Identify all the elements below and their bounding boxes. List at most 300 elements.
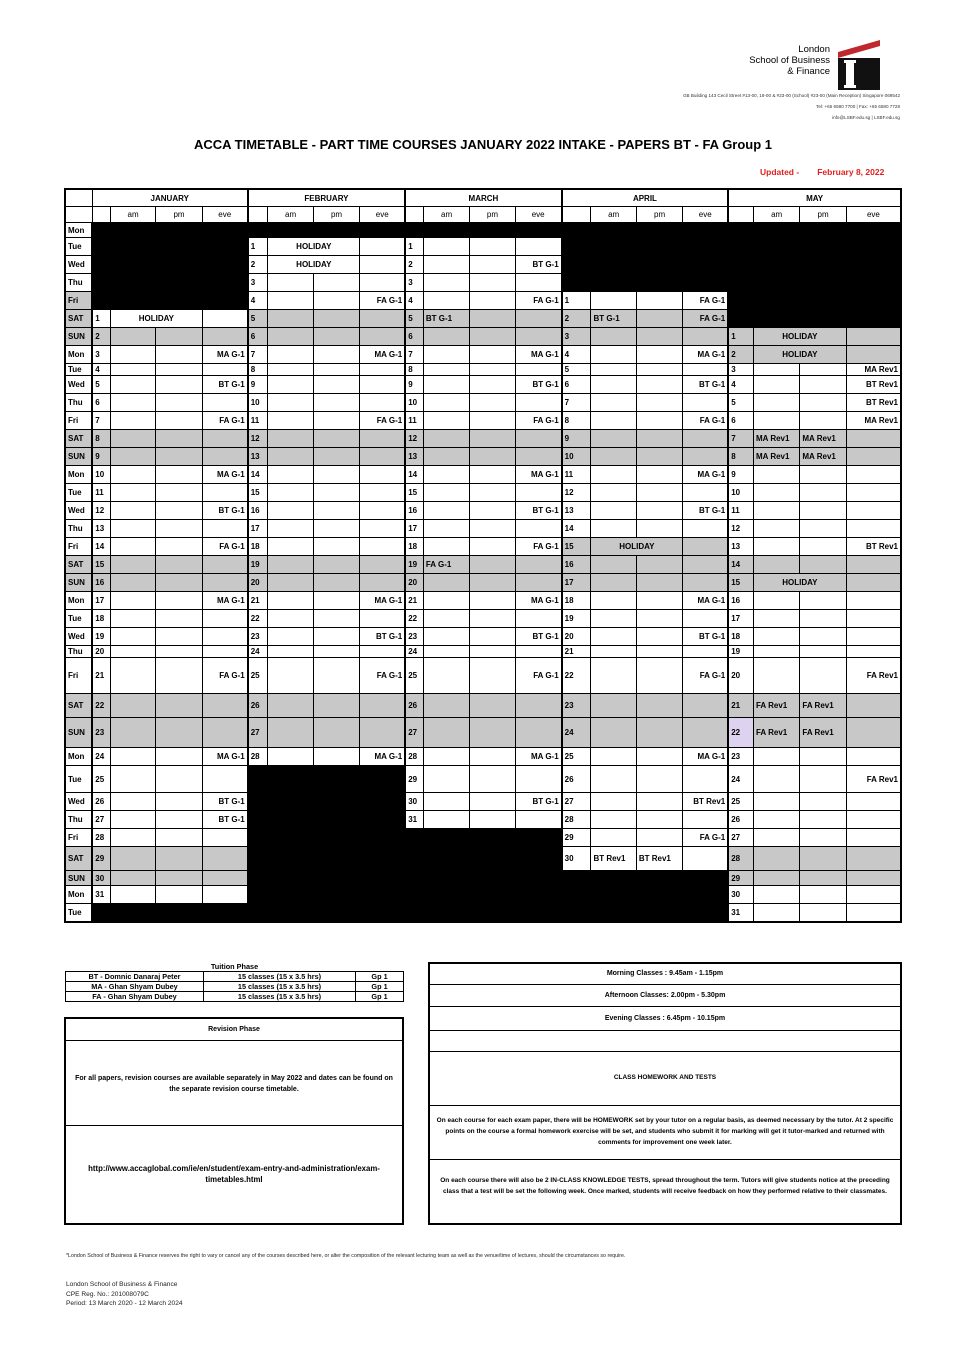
empty-cell — [515, 829, 561, 847]
empty-cell — [800, 610, 846, 628]
empty-cell — [360, 829, 405, 847]
empty-cell — [515, 364, 561, 376]
date-cell: 3 — [728, 364, 753, 376]
empty-cell — [470, 346, 515, 364]
session-cell: BT G-1 — [202, 376, 247, 394]
table-row — [65, 448, 901, 466]
empty-cell — [313, 484, 359, 502]
date-cell: 12 — [728, 520, 753, 538]
slot-header: am — [423, 207, 469, 223]
empty-cell — [753, 748, 799, 766]
date-cell: 24 — [562, 718, 591, 748]
tutor-name: MA - Ghan Shyam Dubey — [66, 982, 204, 992]
logo-text: London School of Business & Finance — [749, 44, 830, 77]
empty-cell — [800, 847, 846, 871]
date-cell: 13 — [562, 502, 591, 520]
empty-cell — [846, 592, 901, 610]
date-col-header — [728, 207, 753, 223]
class-count: 15 classes (15 x 3.5 hrs) — [204, 982, 356, 992]
empty-cell — [800, 658, 846, 694]
empty-cell — [202, 904, 247, 922]
table-row — [65, 292, 901, 310]
date-cell: 17 — [248, 520, 268, 538]
empty-cell — [423, 904, 469, 922]
empty-cell — [360, 223, 405, 238]
date-cell — [405, 223, 423, 238]
date-cell: 26 — [562, 766, 591, 793]
weekday-label: Thu — [65, 646, 92, 658]
empty-cell — [753, 592, 799, 610]
empty-cell — [360, 364, 405, 376]
date-cell — [405, 829, 423, 847]
session-cell: MA G-1 — [202, 592, 247, 610]
corner-cell — [65, 189, 92, 207]
date-cell — [248, 829, 268, 847]
empty-cell — [515, 610, 561, 628]
empty-cell — [636, 718, 682, 748]
date-cell: 10 — [728, 484, 753, 502]
empty-cell — [753, 829, 799, 847]
table-row — [65, 223, 901, 238]
empty-cell — [683, 256, 728, 274]
session-cell: BT Rev1 — [846, 538, 901, 556]
table-row — [65, 748, 901, 766]
date-cell: 23 — [92, 718, 110, 748]
empty-cell — [360, 502, 405, 520]
session-cell: FA Rev1 — [753, 718, 799, 748]
empty-cell — [110, 904, 155, 922]
empty-cell — [423, 430, 469, 448]
date-cell — [92, 904, 110, 922]
date-cell: 18 — [405, 538, 423, 556]
date-cell: 20 — [248, 574, 268, 592]
empty-cell — [268, 574, 313, 592]
empty-cell — [268, 328, 313, 346]
empty-cell — [515, 394, 561, 412]
date-cell: 23 — [248, 628, 268, 646]
slot-header: eve — [515, 207, 561, 223]
empty-cell — [846, 871, 901, 886]
empty-cell — [313, 466, 359, 484]
empty-cell — [313, 574, 359, 592]
empty-cell — [110, 346, 155, 364]
empty-cell — [268, 658, 313, 694]
date-cell: 2 — [728, 346, 753, 364]
date-cell: 7 — [248, 346, 268, 364]
weekday-label: SUN — [65, 328, 92, 346]
empty-cell — [156, 502, 202, 520]
date-cell — [562, 274, 591, 292]
date-cell: 30 — [728, 886, 753, 904]
date-cell: 14 — [728, 556, 753, 574]
session-cell: FA G-1 — [683, 829, 728, 847]
empty-cell — [591, 904, 636, 922]
empty-cell — [156, 658, 202, 694]
slot-header: pm — [470, 207, 515, 223]
empty-cell — [268, 448, 313, 466]
acca-timetable-link[interactable]: http://www.accaglobal.com/ie/en/student/exam-entry-and-administration/exam-timetables.html — [88, 1164, 380, 1184]
session-cell: MA Rev1 — [753, 430, 799, 448]
date-cell: 6 — [562, 376, 591, 394]
date-cell: 21 — [248, 592, 268, 610]
empty-cell — [515, 484, 561, 502]
tutor-name: BT - Domnic Danaraj Peter — [66, 972, 204, 982]
session-cell: MA G-1 — [683, 748, 728, 766]
empty-cell — [156, 394, 202, 412]
empty-cell — [753, 466, 799, 484]
empty-cell — [268, 346, 313, 364]
empty-cell — [683, 694, 728, 718]
session-cell: BT G-1 — [591, 310, 636, 328]
empty-cell — [591, 871, 636, 886]
empty-cell — [515, 904, 561, 922]
month-header: JANUARY — [92, 189, 247, 207]
empty-cell — [110, 718, 155, 748]
empty-cell — [423, 610, 469, 628]
classes-box — [428, 962, 902, 1225]
empty-cell — [156, 274, 202, 292]
empty-cell — [753, 484, 799, 502]
empty-cell — [636, 871, 682, 886]
weekday-label: Thu — [65, 520, 92, 538]
empty-cell — [423, 847, 469, 871]
empty-cell — [110, 574, 155, 592]
date-cell: 10 — [405, 394, 423, 412]
empty-cell — [360, 238, 405, 256]
date-cell: 1 — [405, 238, 423, 256]
date-cell: 2 — [405, 256, 423, 274]
empty-cell — [515, 871, 561, 886]
empty-cell — [360, 430, 405, 448]
table-row — [65, 592, 901, 610]
table-row — [65, 793, 901, 811]
empty-cell — [591, 646, 636, 658]
evening-classes: Evening Classes : 6.45pm - 10.15pm — [604, 1015, 726, 1022]
session-cell: FA G-1 — [515, 658, 561, 694]
empty-cell — [110, 766, 155, 793]
weekday-label: SUN — [65, 574, 92, 592]
empty-cell — [683, 718, 728, 748]
empty-cell — [268, 904, 313, 922]
empty-cell — [268, 718, 313, 748]
empty-cell — [360, 310, 405, 328]
date-cell: 29 — [728, 871, 753, 886]
empty-cell — [753, 520, 799, 538]
empty-cell — [846, 274, 901, 292]
empty-cell — [636, 592, 682, 610]
class-count: 15 classes (15 x 3.5 hrs) — [204, 992, 356, 1002]
empty-cell — [156, 574, 202, 592]
empty-cell — [110, 364, 155, 376]
session-cell: BT G-1 — [202, 502, 247, 520]
empty-cell — [156, 346, 202, 364]
empty-cell — [202, 694, 247, 718]
empty-cell — [202, 646, 247, 658]
empty-cell — [846, 811, 901, 829]
empty-cell — [800, 811, 846, 829]
empty-cell — [515, 274, 561, 292]
empty-cell — [313, 556, 359, 574]
empty-cell — [800, 871, 846, 886]
date-cell: 21 — [728, 694, 753, 718]
empty-cell — [470, 394, 515, 412]
empty-cell — [360, 811, 405, 829]
empty-cell — [110, 658, 155, 694]
empty-cell — [313, 694, 359, 718]
empty-cell — [683, 610, 728, 628]
date-cell: 17 — [405, 520, 423, 538]
empty-cell — [591, 694, 636, 718]
empty-cell — [268, 811, 313, 829]
empty-cell — [753, 310, 799, 328]
slot-header: eve — [202, 207, 247, 223]
date-cell: 12 — [92, 502, 110, 520]
date-cell: 25 — [562, 748, 591, 766]
date-cell: 31 — [728, 904, 753, 922]
weekday-label: Mon — [65, 886, 92, 904]
date-cell — [728, 310, 753, 328]
date-cell: 5 — [405, 310, 423, 328]
date-cell: 28 — [562, 811, 591, 829]
empty-cell — [470, 556, 515, 574]
date-cell: 15 — [248, 484, 268, 502]
empty-cell — [591, 829, 636, 847]
date-cell — [92, 223, 110, 238]
empty-cell — [683, 484, 728, 502]
empty-cell — [110, 412, 155, 430]
empty-cell — [800, 412, 846, 430]
empty-cell — [591, 502, 636, 520]
empty-cell — [470, 412, 515, 430]
table-row — [65, 829, 901, 847]
empty-cell — [313, 346, 359, 364]
empty-cell — [470, 811, 515, 829]
empty-cell — [636, 292, 682, 310]
table-row — [65, 538, 901, 556]
empty-cell — [800, 520, 846, 538]
session-cell: FA Rev1 — [846, 766, 901, 793]
empty-cell — [800, 628, 846, 646]
empty-cell — [591, 610, 636, 628]
empty-cell — [515, 556, 561, 574]
empty-cell — [110, 829, 155, 847]
session-cell: FA Rev1 — [753, 694, 799, 718]
empty-cell — [636, 748, 682, 766]
table-row — [65, 718, 901, 748]
empty-cell — [683, 430, 728, 448]
empty-cell — [313, 610, 359, 628]
weekday-label: Wed — [65, 376, 92, 394]
empty-cell — [636, 448, 682, 466]
empty-cell — [423, 538, 469, 556]
date-cell: 29 — [92, 847, 110, 871]
table-row — [65, 574, 901, 592]
empty-cell — [800, 502, 846, 520]
date-cell: 18 — [728, 628, 753, 646]
table-row — [65, 811, 901, 829]
empty-cell — [683, 904, 728, 922]
weekday-label: Thu — [65, 811, 92, 829]
tutor-name: FA - Ghan Shyam Dubey — [66, 992, 204, 1002]
date-cell: 8 — [248, 364, 268, 376]
empty-cell — [591, 412, 636, 430]
date-cell: 10 — [92, 466, 110, 484]
empty-cell — [156, 628, 202, 646]
date-cell: 16 — [562, 556, 591, 574]
column-logo-icon — [834, 38, 880, 90]
empty-cell — [423, 346, 469, 364]
empty-cell — [156, 238, 202, 256]
table-row — [65, 466, 901, 484]
empty-cell — [423, 412, 469, 430]
date-cell: 21 — [405, 592, 423, 610]
month-header: MARCH — [405, 189, 561, 207]
empty-cell — [156, 886, 202, 904]
empty-cell — [636, 766, 682, 793]
date-cell — [405, 886, 423, 904]
empty-cell — [156, 466, 202, 484]
table-row — [65, 502, 901, 520]
session-cell: HOLIDAY — [753, 346, 846, 364]
empty-cell — [591, 376, 636, 394]
empty-cell — [423, 484, 469, 502]
empty-cell — [202, 484, 247, 502]
empty-cell — [202, 610, 247, 628]
empty-cell — [683, 766, 728, 793]
updated-label: Updated - — [760, 167, 800, 177]
empty-cell — [202, 829, 247, 847]
table-row — [65, 484, 901, 502]
empty-cell — [360, 466, 405, 484]
date-cell: 27 — [248, 718, 268, 748]
date-cell: 27 — [405, 718, 423, 748]
date-cell: 1 — [728, 328, 753, 346]
date-cell: 28 — [248, 748, 268, 766]
date-cell: 17 — [728, 610, 753, 628]
empty-cell — [846, 574, 901, 592]
session-cell: BT G-1 — [515, 376, 561, 394]
empty-cell — [156, 811, 202, 829]
empty-cell — [313, 394, 359, 412]
empty-cell — [110, 292, 155, 310]
empty-cell — [515, 223, 561, 238]
empty-cell — [202, 766, 247, 793]
empty-cell — [202, 520, 247, 538]
weekday-label: SUN — [65, 718, 92, 748]
empty-cell — [313, 886, 359, 904]
date-cell — [562, 871, 591, 886]
session-cell: BT G-1 — [683, 502, 728, 520]
empty-cell — [360, 694, 405, 718]
empty-cell — [268, 610, 313, 628]
session-cell: FA G-1 — [683, 658, 728, 694]
slot-header: eve — [683, 207, 728, 223]
date-cell: 14 — [92, 538, 110, 556]
session-cell: MA Rev1 — [800, 448, 846, 466]
empty-cell — [110, 811, 155, 829]
empty-cell — [313, 658, 359, 694]
empty-cell — [470, 292, 515, 310]
empty-cell — [110, 592, 155, 610]
empty-cell — [683, 811, 728, 829]
empty-cell — [202, 223, 247, 238]
slot-header: pm — [800, 207, 846, 223]
empty-cell — [110, 430, 155, 448]
date-cell — [405, 871, 423, 886]
date-cell — [728, 256, 753, 274]
weekday-label: Mon — [65, 223, 92, 238]
slot-header: pm — [636, 207, 682, 223]
date-cell — [248, 871, 268, 886]
empty-cell — [515, 694, 561, 718]
weekday-label: Fri — [65, 658, 92, 694]
empty-cell — [110, 223, 155, 238]
empty-cell — [156, 748, 202, 766]
session-cell: FA Rev1 — [800, 718, 846, 748]
empty-cell — [268, 748, 313, 766]
empty-cell — [360, 766, 405, 793]
date-cell: 19 — [92, 628, 110, 646]
empty-cell — [591, 556, 636, 574]
empty-cell — [591, 886, 636, 904]
empty-cell — [423, 871, 469, 886]
empty-cell — [313, 847, 359, 871]
empty-cell — [753, 292, 799, 310]
empty-cell — [683, 646, 728, 658]
group-label: Gp 1 — [356, 982, 404, 992]
date-cell: 6 — [405, 328, 423, 346]
date-cell — [562, 904, 591, 922]
date-cell: 4 — [92, 364, 110, 376]
empty-cell — [202, 718, 247, 748]
empty-cell — [683, 448, 728, 466]
empty-cell — [846, 292, 901, 310]
empty-cell — [470, 829, 515, 847]
empty-cell — [753, 793, 799, 811]
date-col-header — [405, 207, 423, 223]
empty-cell — [313, 829, 359, 847]
empty-cell — [360, 574, 405, 592]
footer-registration: London School of Business & Finance CPE Reg. No.: 201008079C Period: 13 March 2020 - 12 March 2024 — [66, 1281, 183, 1307]
empty-cell — [423, 274, 469, 292]
weekday-label: SAT — [65, 556, 92, 574]
weekday-label: SAT — [65, 694, 92, 718]
empty-cell — [470, 847, 515, 871]
empty-cell — [636, 520, 682, 538]
empty-cell — [846, 829, 901, 847]
empty-cell — [800, 748, 846, 766]
date-cell: 12 — [562, 484, 591, 502]
date-cell: 11 — [405, 412, 423, 430]
table-row — [65, 274, 901, 292]
session-cell: FA G-1 — [360, 292, 405, 310]
weekday-label: SUN — [65, 448, 92, 466]
date-cell: 19 — [562, 610, 591, 628]
empty-cell — [636, 610, 682, 628]
date-cell: 21 — [92, 658, 110, 694]
slot-header: am — [268, 207, 313, 223]
session-cell: BT Rev1 — [846, 376, 901, 394]
weekday-label: Tue — [65, 766, 92, 793]
date-cell: 2 — [562, 310, 591, 328]
school-address: GB Building 143 Cecil Street #13-00, 18-00 & #23-00 (School) #23-00 (Main Reception) Singapore 069542 Tel: +65 6580 7700 | Fax: +65 6580 7728 info@LSBF.edu.sg | LSBF.edu.sg — [682, 93, 900, 120]
session-cell: MA Rev1 — [800, 430, 846, 448]
table-row — [65, 430, 901, 448]
empty-cell — [591, 466, 636, 484]
empty-cell — [846, 694, 901, 718]
empty-cell — [470, 520, 515, 538]
date-cell: 26 — [405, 694, 423, 718]
